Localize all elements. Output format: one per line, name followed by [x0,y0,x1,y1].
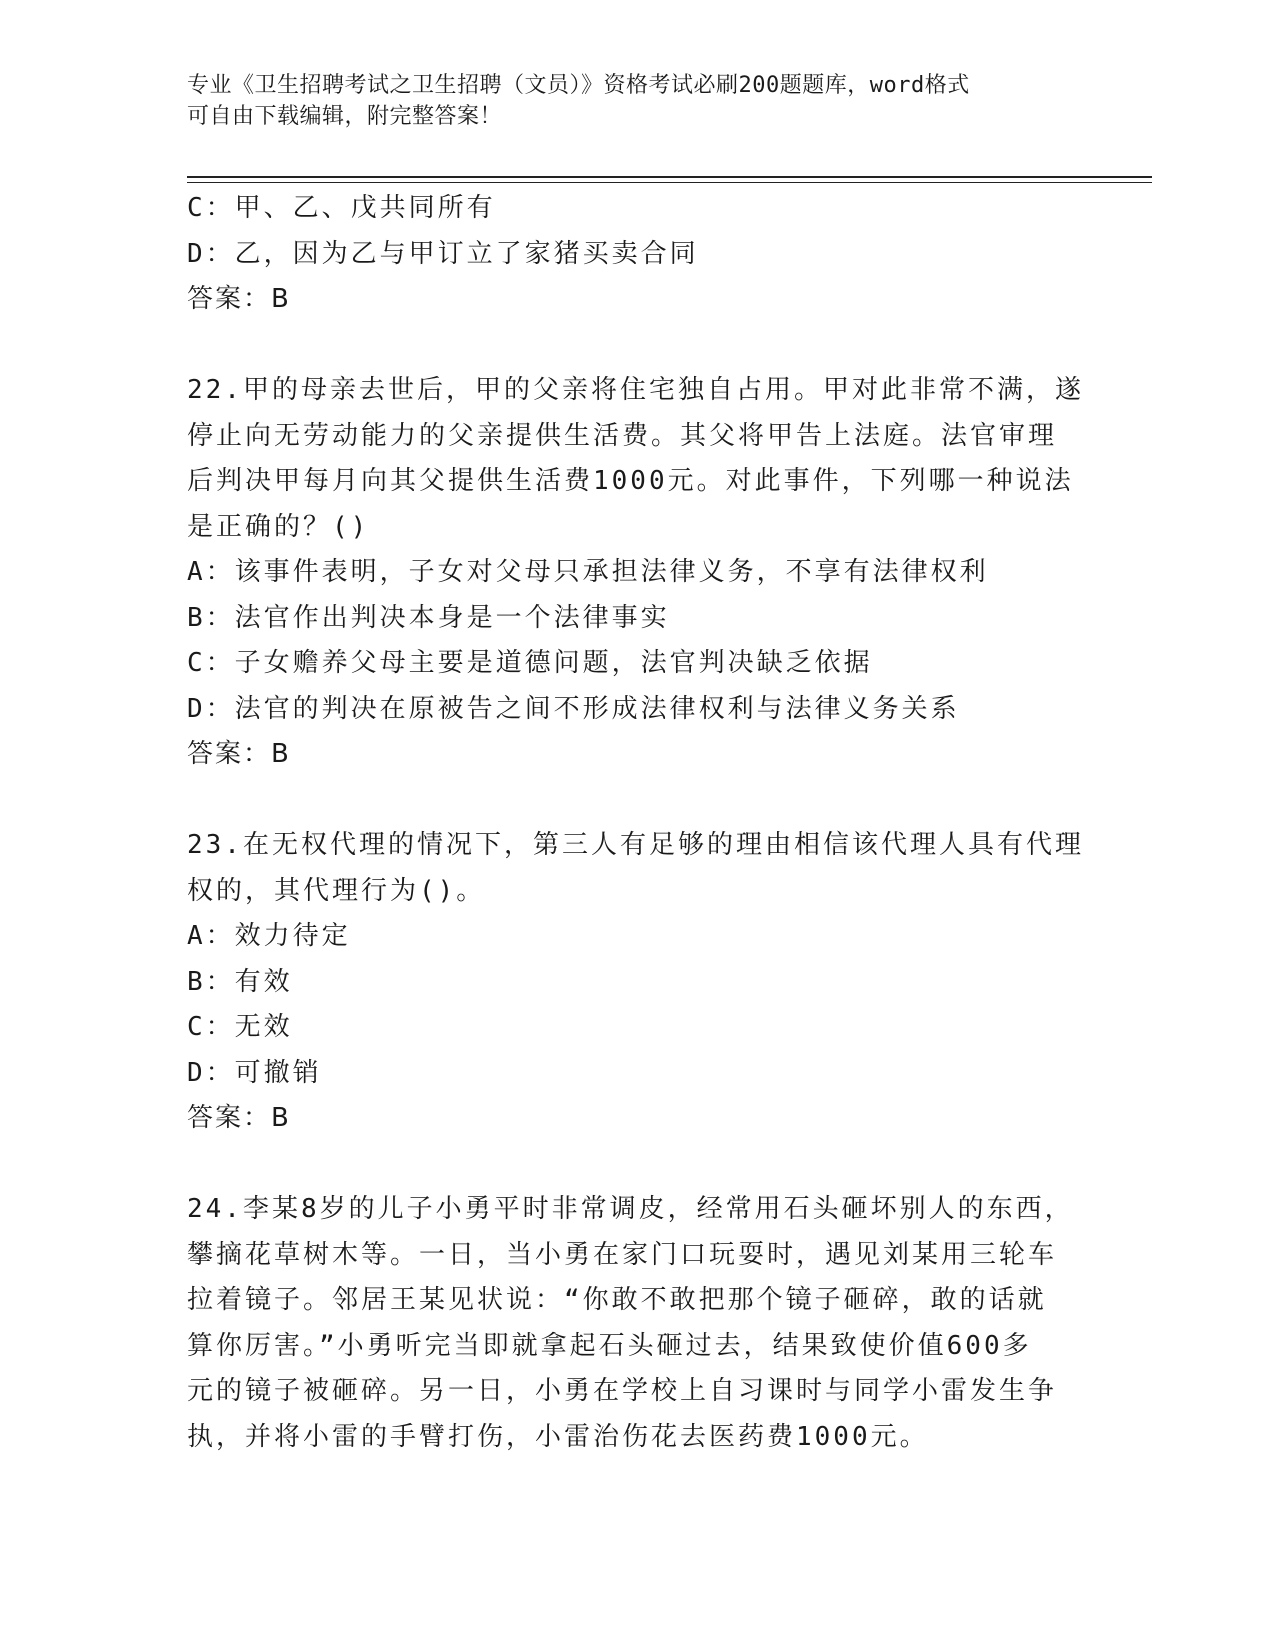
header-line-1: 专业《卫生招聘考试之卫生招聘（文员）》资格考试必刷200题题库，word格式 [187,73,970,98]
spacer [187,323,1087,369]
question-stem-line: 24.李某8岁的儿子小勇平时非常调皮，经常用石头砸坏别人的东西， [187,1194,1074,1224]
option-b: B：有效 [187,966,293,997]
option-d: D：法官的判决在原被告之间不形成法律权利与法律义务关系 [187,693,960,724]
header-rule-thin [187,182,1152,183]
document-header [187,70,1087,132]
header-rule-thick [187,176,1152,178]
answer-line: 答案：B [187,1103,291,1133]
header-line-2: 可自由下载编辑，附完整答案！ [187,104,503,129]
question-stem-line: 元的镜子被砸碎。另一日，小勇在学校上自习课时与同学小雷发生争 [187,1376,1058,1406]
option-a: A：该事件表明，子女对父母只承担法律义务，不享有法律权利 [187,557,989,587]
question-stem-line: 执，并将小雷的手臂打伤，小雷治伤花去医药费1000元。 [187,1421,929,1452]
question-stem-line: 22.甲的母亲去世后，甲的父亲将住宅独自占用。甲对此非常不满，遂 [187,375,1084,405]
question-stem-line: 停止向无劳动能力的父亲提供生活费。其父将甲告上法庭。法官审理 [187,420,1058,451]
question-stem-line: 是正确的？() [187,511,370,542]
answer-line: 答案：B [187,284,291,314]
question-stem-line: 拉着镜子。邻居王某见状说：“你敢不敢把那个镜子砸碎，敢的话就 [187,1285,1047,1315]
option-d: D：乙，因为乙与甲订立了家猪买卖合同 [187,238,699,269]
question-21-tail [187,186,1087,323]
option-c: C：甲、乙、戊共同所有 [187,193,496,223]
spacer [187,1142,1087,1188]
question-stem-line: 权的，其代理行为()。 [187,875,486,906]
question-stem-line: 攀摘花草树木等。一日，当小勇在家门口玩耍时，遇见刘某用三轮车 [187,1239,1058,1270]
answer-line: 答案：B [187,739,291,769]
question-23 [187,823,1087,1142]
option-a: A：效力待定 [187,921,351,951]
question-24 [187,1187,1087,1460]
option-d: D：可撤销 [187,1057,322,1088]
spacer [187,778,1087,824]
option-c: C：无效 [187,1012,293,1042]
option-c: C：子女赡养父母主要是道德问题，法官判决缺乏依据 [187,648,873,678]
question-stem-line: 后判决甲每月向其父提供生活费1000元。对此事件，下列哪一种说法 [187,466,1074,496]
question-stem-line: 23.在无权代理的情况下，第三人有足够的理由相信该代理人具有代理 [187,830,1084,860]
page-content [187,186,1087,1460]
option-b: B：法官作出判决本身是一个法律事实 [187,602,670,633]
question-22 [187,368,1087,778]
question-stem-line: 算你厉害。”小勇听完当即就拿起石头砸过去，结果致使价值600多 [187,1330,1032,1361]
